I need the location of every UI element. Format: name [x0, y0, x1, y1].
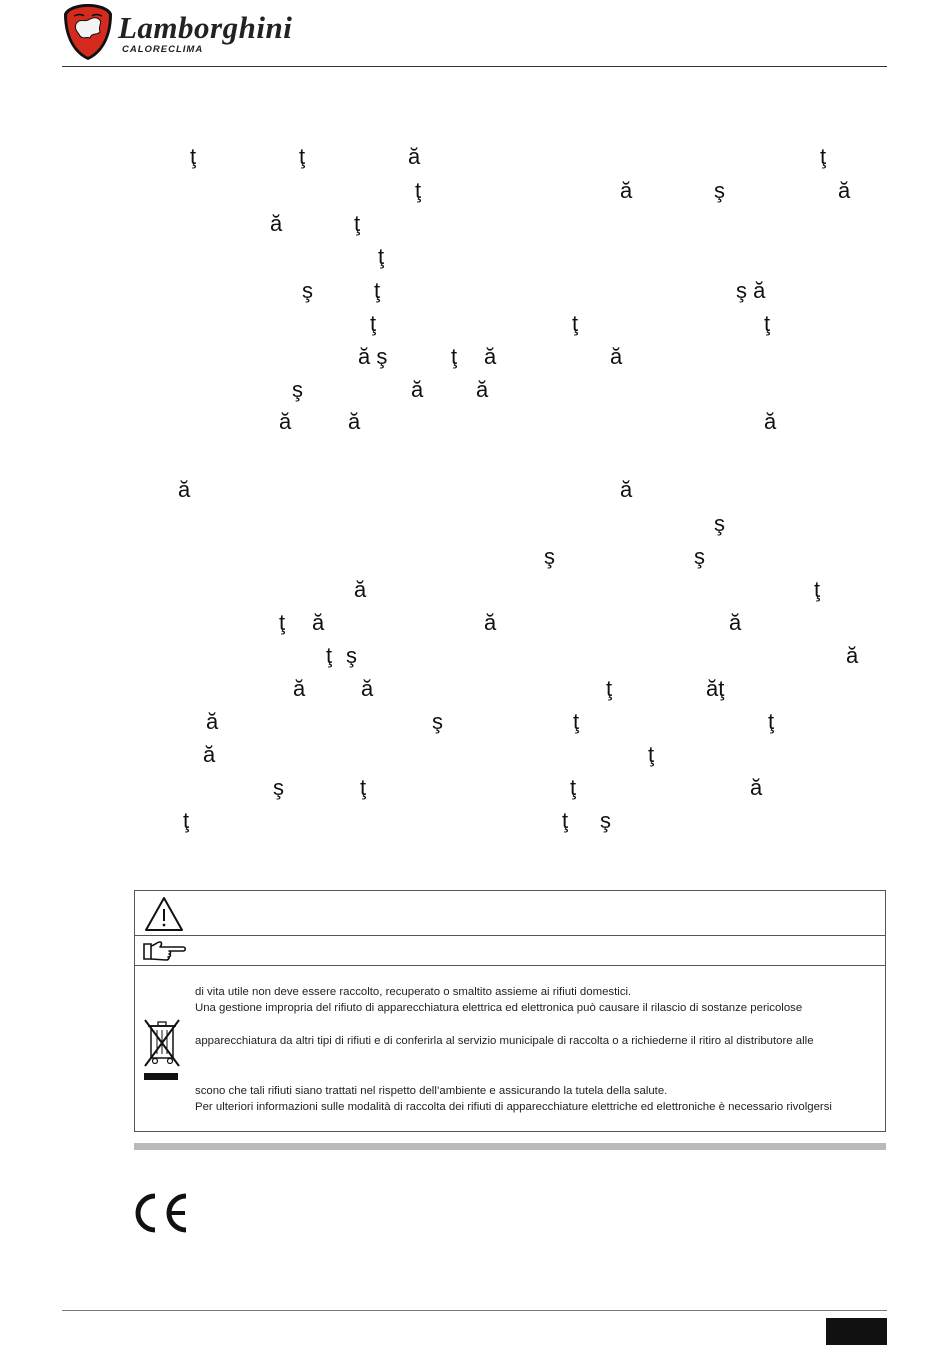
body-glyph: ă — [729, 610, 742, 635]
weee-bar — [144, 1073, 178, 1080]
body-glyph: ă — [764, 409, 777, 434]
body-glyph: ţ — [572, 311, 579, 336]
body-glyph: ă — [750, 775, 763, 800]
body-glyph: ă — [610, 344, 623, 369]
body-glyph: ş — [714, 511, 725, 536]
body-glyph: ţ — [768, 709, 775, 734]
body-glyph: ă — [484, 344, 497, 369]
weee-text-line: di vita utile non deve essere raccolto, recuperato o smaltito assieme ai rifiuti domestici. — [195, 986, 632, 998]
section-divider-bar — [134, 1143, 886, 1150]
body-glyph: ş — [346, 643, 357, 668]
page-number-tab — [826, 1318, 887, 1345]
body-glyph: ă — [408, 144, 421, 169]
body-glyph: ă — [293, 676, 306, 701]
body-glyph: ţ — [764, 311, 771, 336]
body-glyph: ă — [838, 178, 851, 203]
body-glyph: ţ — [570, 775, 577, 800]
body-glyph: ţ — [360, 775, 367, 800]
body-glyph: ţ — [573, 709, 580, 734]
body-glyph: ţ — [814, 577, 821, 602]
warning-triangle-icon — [143, 895, 185, 933]
ce-mark-icon — [130, 1192, 190, 1234]
body-glyph: ş — [600, 808, 611, 833]
body-glyph: ţ — [299, 144, 306, 169]
body-glyph: ş — [432, 709, 443, 734]
weee-row — [135, 966, 885, 1132]
body-glyph: ţ — [378, 244, 385, 269]
body-glyph: ă — [203, 742, 216, 767]
body-glyph: ă — [620, 178, 633, 203]
body-glyph: ţ — [648, 742, 655, 767]
bull-shield-icon — [62, 2, 114, 62]
pointing-hand-icon — [141, 939, 187, 963]
body-glyph: ă — [206, 709, 219, 734]
body-glyph: ă — [411, 377, 424, 402]
body-glyph: ă — [279, 409, 292, 434]
body-glyph: ă ş — [358, 344, 388, 369]
body-glyph: ţ — [354, 211, 361, 236]
body-glyph: ţ — [562, 808, 569, 833]
body-glyph: ţ — [326, 643, 333, 668]
header-divider — [62, 66, 887, 67]
body-glyph: ş — [544, 544, 555, 569]
body-glyph: ă — [484, 610, 497, 635]
body-glyph: ţ — [606, 676, 613, 701]
body-glyph: ţ — [415, 178, 422, 203]
body-glyph: ă — [178, 477, 191, 502]
page-header — [0, 0, 950, 70]
body-glyph: ă — [620, 477, 633, 502]
note-row — [135, 936, 885, 966]
body-glyph: ţ — [370, 311, 377, 336]
brand-subtitle: CALORECLIMA — [122, 44, 204, 55]
body-glyph: ţ — [820, 144, 827, 169]
body-glyph: ă — [348, 409, 361, 434]
weee-text-line: apparecchiatura da altri tipi di rifiuti e di conferirla al servizio municipale di raccolta o a richiederne il ritiro al distributore alle — [195, 1035, 814, 1047]
body-glyph: ş — [714, 178, 725, 203]
body-glyph: ă — [846, 643, 859, 668]
crossed-bin-icon — [141, 1016, 183, 1078]
body-glyph: ţ — [374, 278, 381, 303]
body-glyph: ă — [361, 676, 374, 701]
body-glyph: ş — [302, 278, 313, 303]
body-glyph: ş — [273, 775, 284, 800]
body-glyph: ş — [694, 544, 705, 569]
weee-text-line: scono che tali rifiuti siano trattati nel rispetto dell’ambiente e assicurando la tutela della salute. — [195, 1085, 668, 1097]
body-glyph: ş — [292, 377, 303, 402]
brand-wordmark: Lamborghini — [118, 10, 293, 45]
body-glyph: ă — [312, 610, 325, 635]
body-glyph: ă — [476, 377, 489, 402]
body-glyph: ă — [354, 577, 367, 602]
weee-text-line: Una gestione impropria del rifiuto di apparecchiatura elettrica ed elettronica può causare il rilascio di sostanze pericolose — [195, 1002, 803, 1014]
warning-row — [135, 891, 885, 936]
body-glyph: ţ — [451, 344, 458, 369]
body-glyph: ăţ — [706, 676, 725, 701]
footer-divider — [62, 1310, 887, 1311]
body-glyph: ţ — [190, 144, 197, 169]
body-glyph: ă — [270, 211, 283, 236]
weee-text-line: Per ulteriori informazioni sulle modalità di raccolta dei rifiuti di apparecchiature elettriche ed elettroniche è necessario rivolgersi — [195, 1101, 832, 1113]
notice-box — [134, 890, 886, 1132]
body-glyph: ş ă — [736, 278, 766, 303]
body-glyph: ţ — [183, 808, 190, 833]
body-glyph: ţ — [279, 610, 286, 635]
